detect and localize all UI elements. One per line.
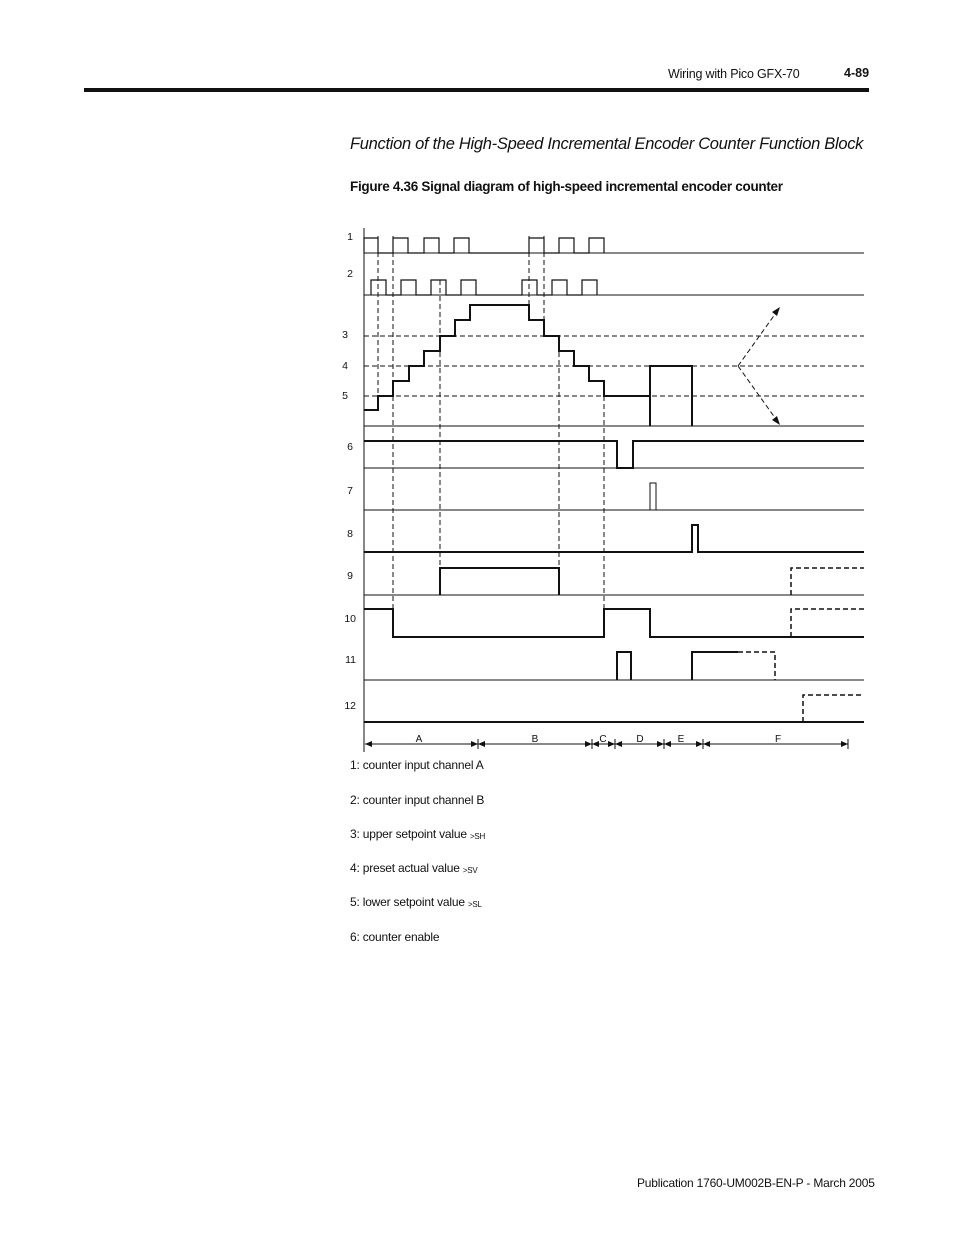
- signal-12-dashed: [803, 695, 864, 722]
- legend-item: 4: preset actual value $_{>SV}$: [350, 861, 478, 875]
- signal-11-high: [692, 652, 738, 680]
- row-label: 4: [342, 360, 348, 372]
- arrow-up-icon: [772, 307, 780, 316]
- signal-11-dashed: [738, 652, 775, 680]
- publication-footer: Publication 1760-UM002B-EN-P - March 2005: [637, 1176, 875, 1190]
- signal-1-channel-a: [364, 238, 604, 253]
- arrow-down-icon: [772, 416, 780, 425]
- page-number: 4-89: [844, 66, 870, 80]
- row-label: 8: [347, 528, 353, 540]
- section-title: Function of the High-Speed Incremental Encoder Counter Function Block: [350, 135, 864, 153]
- counter-value-curve: [364, 305, 650, 410]
- row-label: 2: [347, 268, 353, 280]
- signal-baselines: [364, 253, 864, 680]
- legend-item: 3: upper setpoint value $_{>SH}$: [350, 827, 486, 841]
- legend-item: 1: counter input channel A: [350, 758, 484, 772]
- interval-label: B: [531, 734, 539, 745]
- legend-item: 2: counter input channel B: [350, 793, 485, 807]
- row-label: 9: [347, 570, 353, 582]
- row-label: 11: [345, 654, 356, 666]
- interval-label: C: [599, 734, 607, 745]
- signal-6-counter-enable: [364, 441, 864, 468]
- row-label: 12: [344, 700, 356, 712]
- signal-9-dashed: [791, 568, 864, 595]
- row-label: 6: [347, 441, 353, 453]
- row-label: 7: [347, 485, 353, 497]
- row-label: 1: [347, 231, 353, 243]
- interval-label: D: [636, 734, 644, 745]
- legend-item: 5: lower setpoint value $_{>SL}$: [350, 895, 482, 909]
- signal-10-dashed: [791, 609, 864, 637]
- row-label: 5: [342, 390, 348, 402]
- signal-9: [440, 568, 559, 595]
- signal-11: [617, 652, 631, 680]
- signal-10: [364, 609, 864, 637]
- event-markers: [378, 236, 604, 637]
- interval-label: F: [774, 734, 782, 745]
- legend-item: 6: counter enable: [350, 930, 440, 944]
- row-label: 10: [344, 613, 356, 625]
- interval-label: E: [677, 734, 685, 745]
- signal-2-channel-b: [371, 280, 597, 295]
- figure-caption: Figure 4.36 Signal diagram of high-speed incremental encoder counter: [350, 179, 783, 194]
- signal-8: [364, 525, 864, 552]
- signal-7: [650, 483, 656, 510]
- interval-label: A: [415, 734, 423, 745]
- row-label: 3: [342, 329, 348, 341]
- running-header-title: Wiring with Pico GFX-70: [668, 67, 800, 81]
